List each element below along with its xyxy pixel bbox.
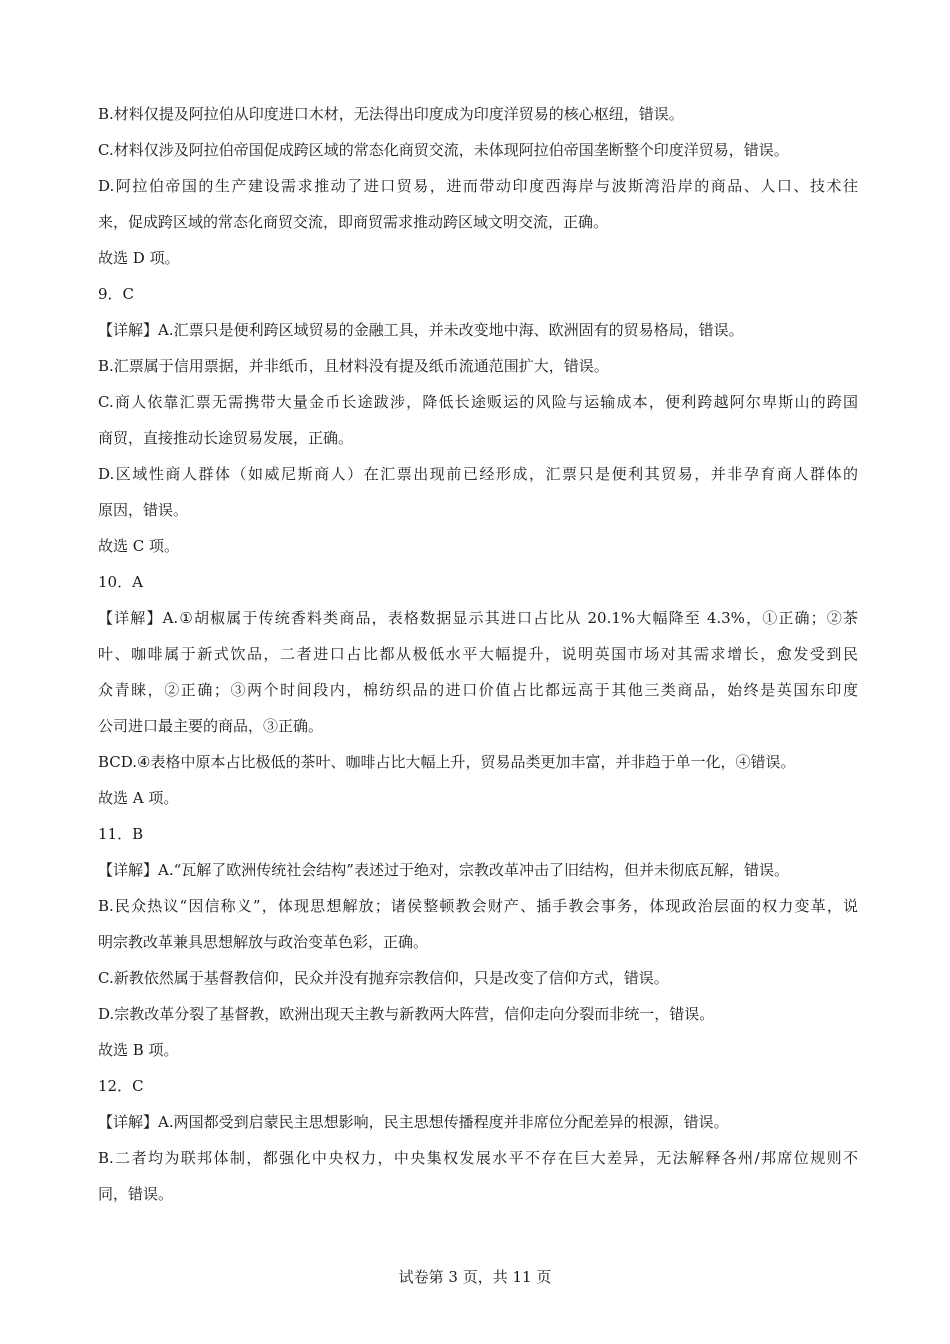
text-line: B.二者均为联邦体制，都强化中央权力，中央集权发展水平不存在巨大差异，无法解释各州/邦席位规则不: [98, 1149, 858, 1167]
question-number: 10．A: [98, 573, 143, 591]
text-line: 同，错误。: [98, 1185, 174, 1203]
text-line: 【详解】A.“瓦解了欧洲传统社会结构”表述过于绝对，宗教改革冲击了旧结构，但并未彻底瓦解，错误。: [98, 861, 789, 879]
text-line: B.民众热议“因信称义”，体现思想解放；诸侯整顿教会财产、插手教会事务，体现政治层面的权力变革，说: [98, 897, 858, 915]
question-number: 12．C: [98, 1077, 144, 1095]
answer-explanations: [98, 96, 858, 1212]
text-line: 故选 A 项。: [98, 789, 179, 807]
text-line: 【详解】A.汇票只是便利跨区域贸易的金融工具，并未改变地中海、欧洲固有的贸易格局，错误。: [98, 321, 744, 339]
text-line: C.新教依然属于基督教信仰，民众并没有抛弃宗教信仰，只是改变了信仰方式，错误。: [98, 969, 669, 987]
text-line: 故选 C 项。: [98, 537, 180, 555]
text-line: 来，促成跨区域的常态化商贸交流，即商贸需求推动跨区域文明交流，正确。: [98, 213, 609, 231]
text-line: B.材料仅提及阿拉伯从印度进口木材，无法得出印度成为印度洋贸易的核心枢纽，错误。: [98, 105, 684, 123]
text-line: 公司进口最主要的商品，③正确。: [98, 717, 324, 735]
page-footer: 试卷第 3 页，共 11 页: [398, 1268, 552, 1286]
text-line: D.区域性商人群体（如威尼斯商人）在汇票出现前已经形成，汇票只是便利其贸易，并非孕育商人群体的: [98, 465, 858, 483]
text-line: 众青睐，②正确；③两个时间段内，棉纺织品的进口价值占比都远高于其他三类商品，始终是英国东印度: [98, 681, 858, 699]
text-line: 商贸，直接推动长途贸易发展，正确。: [98, 429, 354, 447]
text-line: 【详解】A.两国都受到启蒙民主思想影响，民主思想传播程度并非席位分配差异的根源，错误。: [98, 1113, 729, 1131]
text-line: 故选 D 项。: [98, 249, 180, 267]
text-line: D.阿拉伯帝国的生产建设需求推动了进口贸易，进而带动印度西海岸与波斯湾沿岸的商品、人口、技术往: [98, 177, 858, 195]
text-line: 叶、咖啡属于新式饮品，二者进口占比都从极低水平大幅提升，说明英国市场对其需求增长，愈发受到民: [98, 645, 858, 663]
text-line: 原因，错误。: [98, 501, 189, 519]
question-number: 11．B: [98, 825, 144, 843]
question-number: 9．C: [98, 285, 135, 303]
text-line: 故选 B 项。: [98, 1041, 179, 1059]
text-line: B.汇票属于信用票据，并非纸币，且材料没有提及纸币流通范围扩大，错误。: [98, 357, 609, 375]
text-line: C.材料仅涉及阿拉伯帝国促成跨区域的常态化商贸交流，未体现阿拉伯帝国垄断整个印度洋贸易，错误。: [98, 141, 789, 159]
text-line: 【详解】A.①胡椒属于传统香料类商品，表格数据显示其进口占比从 20.1%大幅降至 4.3%，①正确；②茶: [98, 609, 858, 627]
text-line: C.商人依靠汇票无需携带大量金币长途跋涉，降低长途贩运的风险与运输成本，便利跨越阿尔卑斯山的跨国: [98, 393, 858, 411]
text-line: D.宗教改革分裂了基督教，欧洲出现天主教与新教两大阵营，信仰走向分裂而非统一，错误。: [98, 1005, 715, 1023]
text-line: BCD.④表格中原本占比极低的茶叶、咖啡占比大幅上升，贸易品类更加丰富，并非趋于单一化，④错误。: [98, 753, 796, 771]
text-line: 明宗教改革兼具思想解放与政治变革色彩，正确。: [98, 933, 429, 951]
